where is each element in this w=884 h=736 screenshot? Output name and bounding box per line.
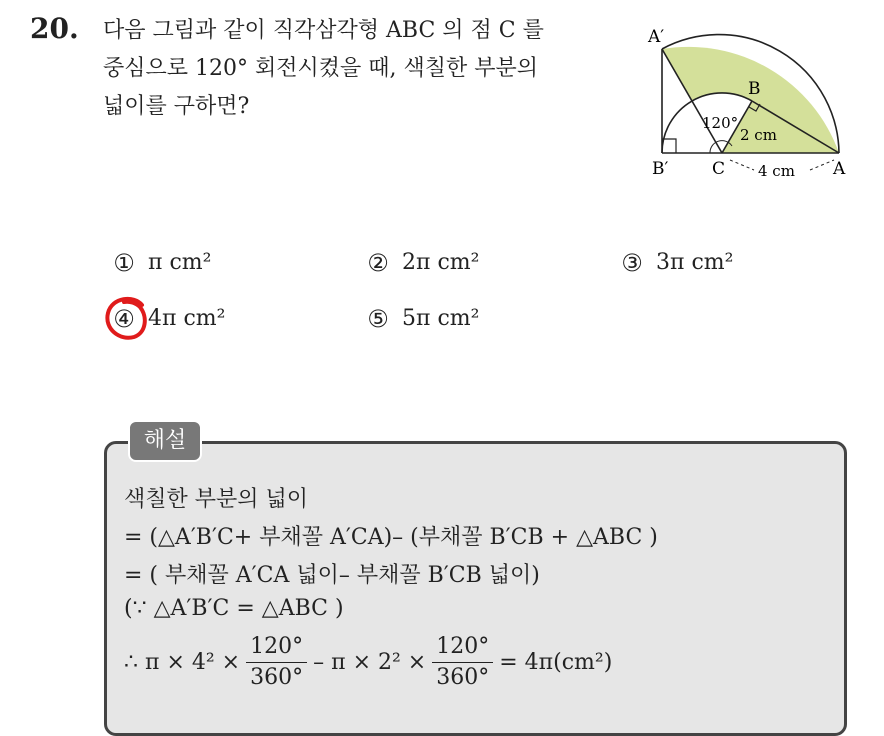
choice-5[interactable] xyxy=(366,306,479,331)
choice-number: ① xyxy=(113,248,135,277)
dim-line-left xyxy=(730,160,754,170)
label-a-prime: A′ xyxy=(648,27,665,47)
choice-text: 5π cm² xyxy=(402,306,480,331)
expr-part: – π × 2² × xyxy=(313,650,427,675)
choice-1[interactable] xyxy=(112,250,211,275)
solution-tag: 해설 xyxy=(128,420,202,462)
expr-part: ∴ π × 4² × xyxy=(124,650,241,675)
label-long-side: 4 cm xyxy=(758,162,795,180)
solution-final-expression xyxy=(124,632,612,693)
choice-number: ⑤ xyxy=(367,304,389,333)
label-c: C xyxy=(712,159,726,179)
answer-circle-marker xyxy=(102,293,152,343)
expr-part: = 4π(cm²) xyxy=(499,650,613,675)
fraction-denominator: 360° xyxy=(436,665,490,690)
choice-text: 4π cm² xyxy=(148,306,226,331)
question-line: 중심으로 120° 회전시켰을 때, 색칠한 부분의 xyxy=(103,56,538,81)
fraction xyxy=(432,632,493,693)
choice-3[interactable] xyxy=(620,250,733,275)
fraction-denominator: 360° xyxy=(250,665,304,690)
solution-line: = (△A′B′C+ 부채꼴 A′CA)– (부채꼴 B′CB + △ABC ) xyxy=(124,525,658,550)
label-b: B xyxy=(748,79,761,99)
question-line: 넓이를 구하면? xyxy=(103,94,250,119)
fraction-numerator: 120° xyxy=(246,632,307,663)
fraction-numerator: 120° xyxy=(432,632,493,663)
question-line: 다음 그림과 같이 직각삼각형 ABC 의 점 C 를 xyxy=(103,18,544,43)
question-number: 20. xyxy=(30,12,79,45)
fraction xyxy=(246,632,307,693)
label-short-side: 2 cm xyxy=(740,126,777,144)
dim-line-right xyxy=(810,160,834,170)
label-angle: 120° xyxy=(702,114,739,132)
choice-text: 2π cm² xyxy=(402,250,480,275)
label-a: A xyxy=(833,159,846,179)
geometry-figure xyxy=(640,18,860,188)
choice-number: ④ xyxy=(113,304,135,333)
choice-number: ② xyxy=(367,248,389,277)
label-b-prime: B′ xyxy=(652,159,669,179)
choice-text: π cm² xyxy=(148,250,212,275)
question-text xyxy=(103,12,623,126)
solution-line: (∵ △A′B′C = △ABC ) xyxy=(124,596,344,621)
solution-line: = ( 부채꼴 A′CA 넓이– 부채꼴 B′CB 넓이) xyxy=(124,563,540,588)
choice-number: ③ xyxy=(621,248,643,277)
choice-text: 3π cm² xyxy=(656,250,734,275)
choice-2[interactable] xyxy=(366,250,479,275)
solution-line: 색칠한 부분의 넓이 xyxy=(124,487,309,512)
